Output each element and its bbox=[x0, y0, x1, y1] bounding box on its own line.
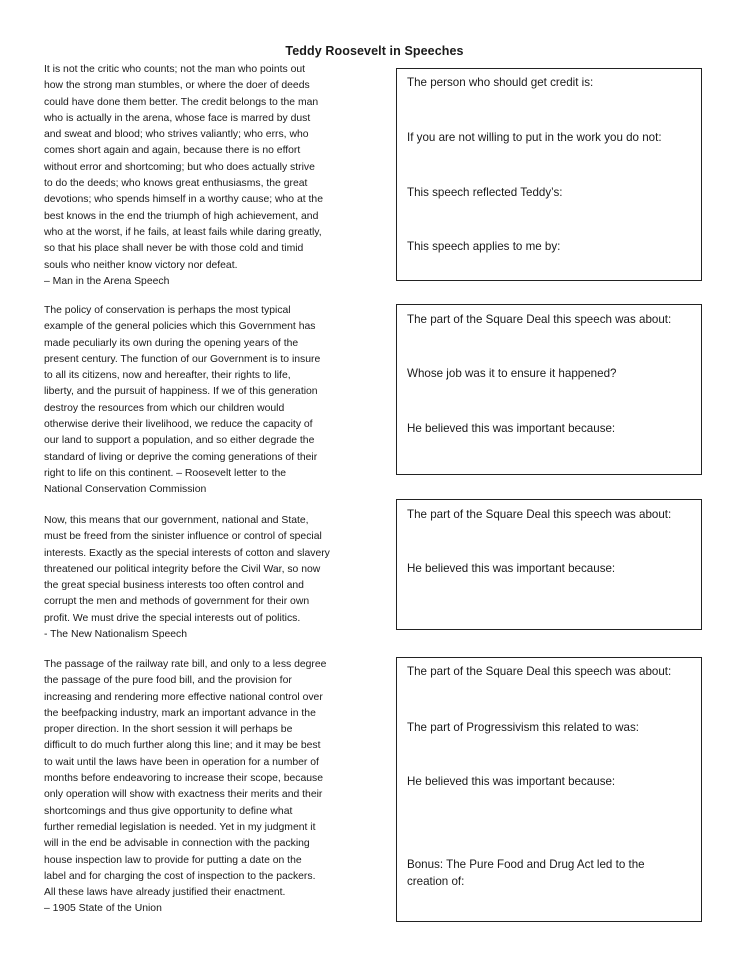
quote-new-nationalism: Now, this means that our government, national and State, must be freed from the sinister influence or control of special interests. Exactly as the special interests of cotton and slavery threatened our political integrity before the Civil War, so now the great special business interests too often control and corrupt the men and methods of government for their own profit. We must drive the special interests out of politics. - The New Nationalism Speech bbox=[44, 515, 330, 641]
page-title: Teddy Roosevelt in Speeches bbox=[285, 44, 464, 58]
quote-conservation: The policy of conservation is perhaps the most typical example of the general policies which this Government has made peculiarly its own during the opening years of the present century. The function of our Government is to insure to all its citizens, now and hereafter, their rights to life, liberty, and the pursuit of happiness. If we of this generation destroy the resources from which our children would otherwise derive their livelihood, we reduce the capacity of our land to support a population, and so either degrade the standard of living or deprive the coming generations of their right to life on this continent. – Roosevelt letter to the National Conservation Commission bbox=[44, 305, 321, 496]
answer-box-3[interactable] bbox=[396, 499, 702, 630]
quote-state-of-the-union: The passage of the railway rate bill, and only to a less degree the passage of the pure food bill, and the provision for increasing and rendering more effective national control over the beefpacking industry, mark an important advance in the proper direction. In the short session it will perhaps be difficult to do much further along this line; and it may be best to wait until the laws have been in operation for a number of months before endeavoring to increase their scope, because only operation will show with exactness their merits and their shortcomings and thus give opportunity to define what further remedial legislation is needed. Yet in my judgment it will in the end be advisable in connection with the packing house inspection law to provide for putting a date on the label and for charging the cost of inspection to the packers. All these laws have already justified their enactment. – 1905 State of the Union bbox=[44, 659, 327, 915]
quote-man-in-the-arena: It is not the critic who counts; not the man who points out how the strong man stumbles, or where the doer of deeds could have done them better. The credit belongs to the man who is actually in the arena, whose face is marred by dust and sweat and blood; who strives valiantly; who errs, who comes short again and again, because there is no effort without error and shortcoming; but who does actually strive to do the deeds; who knows great enthusiasms, the great devotions; who spends himself in a worthy cause; who at the best knows in the end the triumph of high achievement, and who at the worst, if he fails, at least fails while daring greatly, so that his place shall never be with those cold and timid souls who neither know victory nor defeat. – Man in the Arena Speech bbox=[44, 64, 323, 287]
prompt-important: He believed this was important because: bbox=[407, 422, 616, 435]
answer-box-4[interactable] bbox=[396, 657, 702, 922]
prompt-work: If you are not willing to put in the work you do not: bbox=[407, 131, 662, 144]
prompt-square-deal: The part of the Square Deal this speech was about: bbox=[407, 508, 672, 521]
prompt-important: He believed this was important because: bbox=[407, 562, 616, 575]
prompt-progressivism: The part of Progressivism this related to was: bbox=[407, 721, 639, 734]
answer-box-2[interactable] bbox=[396, 304, 702, 475]
prompt-bonus: Bonus: The Pure Food and Drug Act led to the creation of: bbox=[407, 858, 645, 888]
prompt-whose-job: Whose job was it to ensure it happened? bbox=[407, 367, 617, 380]
prompt-square-deal: The part of the Square Deal this speech was about: bbox=[407, 665, 672, 678]
prompt-square-deal: The part of the Square Deal this speech was about: bbox=[407, 313, 672, 326]
answer-box-1[interactable] bbox=[396, 68, 702, 281]
prompt-applies: This speech applies to me by: bbox=[407, 240, 561, 253]
prompt-important: He believed this was important because: bbox=[407, 775, 616, 788]
prompt-credit: The person who should get credit is: bbox=[407, 76, 594, 89]
prompt-reflected: This speech reflected Teddy’s: bbox=[407, 186, 563, 199]
